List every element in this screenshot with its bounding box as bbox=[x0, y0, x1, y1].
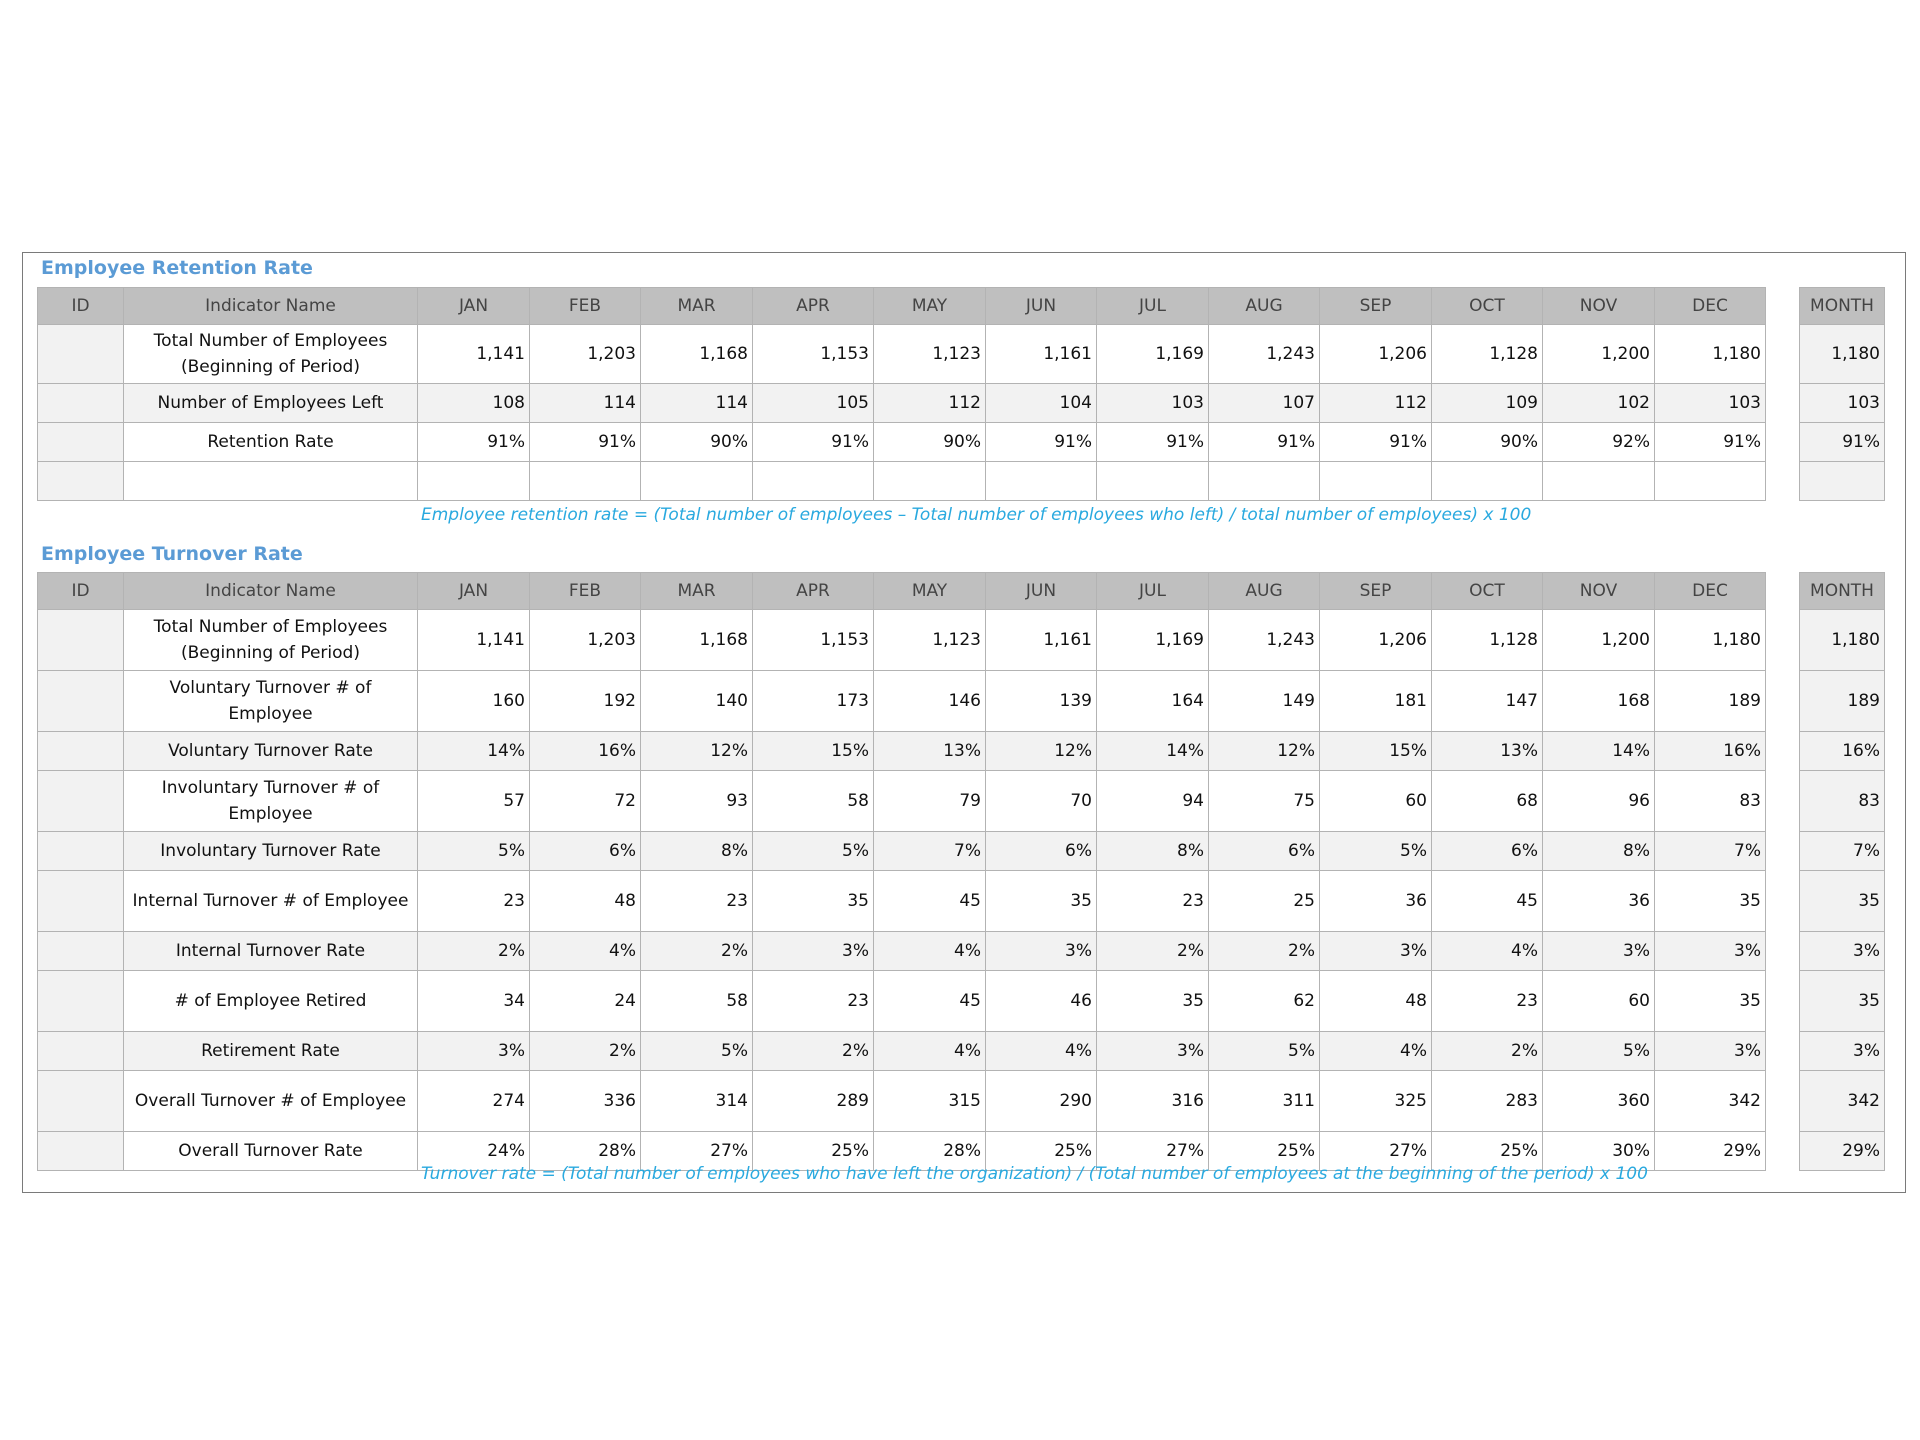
id-cell bbox=[38, 1132, 124, 1171]
month-value-cell: 1,180 bbox=[1800, 325, 1885, 384]
value-cell: 45 bbox=[874, 971, 986, 1032]
id-cell bbox=[38, 832, 124, 871]
indicator-name-cell: Internal Turnover Rate bbox=[124, 932, 418, 971]
value-cell: 1,161 bbox=[986, 325, 1097, 384]
value-cell: 2% bbox=[753, 1032, 874, 1071]
month-value-cell: 3% bbox=[1800, 932, 1885, 971]
value-cell: 107 bbox=[1209, 384, 1320, 423]
value-cell: 104 bbox=[986, 384, 1097, 423]
value-cell: 1,206 bbox=[1320, 610, 1432, 671]
value-cell: 336 bbox=[530, 1071, 641, 1132]
value-cell: 72 bbox=[530, 771, 641, 832]
indicator-name-cell: Total Number of Employees (Beginning of Period) bbox=[124, 325, 418, 384]
value-cell: 112 bbox=[874, 384, 986, 423]
value-cell: 1,180 bbox=[1655, 610, 1766, 671]
table-row bbox=[38, 462, 1766, 501]
value-cell: 91% bbox=[986, 423, 1097, 462]
month-value-cell: 3% bbox=[1800, 1032, 1885, 1071]
value-cell bbox=[641, 462, 753, 501]
value-cell: 48 bbox=[1320, 971, 1432, 1032]
value-cell: 35 bbox=[753, 871, 874, 932]
id-cell bbox=[38, 871, 124, 932]
table-row bbox=[38, 1071, 1766, 1132]
value-cell: 60 bbox=[1320, 771, 1432, 832]
value-cell: 189 bbox=[1655, 671, 1766, 732]
value-cell: 140 bbox=[641, 671, 753, 732]
value-cell: 14% bbox=[418, 732, 530, 771]
value-cell: 23 bbox=[1432, 971, 1543, 1032]
turnover-month-header: MONTH bbox=[1800, 573, 1885, 610]
value-cell: 23 bbox=[418, 871, 530, 932]
value-cell: 102 bbox=[1543, 384, 1655, 423]
value-cell bbox=[1209, 462, 1320, 501]
value-cell: 62 bbox=[1209, 971, 1320, 1032]
value-cell bbox=[1432, 462, 1543, 501]
value-cell bbox=[874, 462, 986, 501]
value-cell: 1,168 bbox=[641, 325, 753, 384]
value-cell: 103 bbox=[1097, 384, 1209, 423]
retention-header-cell: MAY bbox=[874, 288, 986, 325]
value-cell: 91% bbox=[1655, 423, 1766, 462]
month-value-cell bbox=[1800, 462, 1885, 501]
indicator-name-cell bbox=[124, 462, 418, 501]
turnover-header-cell: NOV bbox=[1543, 573, 1655, 610]
value-cell: 16% bbox=[1655, 732, 1766, 771]
value-cell: 34 bbox=[418, 971, 530, 1032]
value-cell: 35 bbox=[1097, 971, 1209, 1032]
retention-header-cell: NOV bbox=[1543, 288, 1655, 325]
value-cell: 4% bbox=[1432, 932, 1543, 971]
indicator-name-cell: Voluntary Turnover # of Employee bbox=[124, 671, 418, 732]
value-cell: 30% bbox=[1543, 1132, 1655, 1171]
value-cell: 90% bbox=[641, 423, 753, 462]
value-cell: 146 bbox=[874, 671, 986, 732]
retention-table bbox=[37, 287, 1766, 501]
value-cell: 139 bbox=[986, 671, 1097, 732]
table-row bbox=[38, 384, 1766, 423]
table-row bbox=[38, 932, 1766, 971]
value-cell: 1,123 bbox=[874, 610, 986, 671]
turnover-header-cell: AUG bbox=[1209, 573, 1320, 610]
value-cell: 15% bbox=[1320, 732, 1432, 771]
value-cell: 5% bbox=[641, 1032, 753, 1071]
retention-header-cell: JAN bbox=[418, 288, 530, 325]
value-cell: 24 bbox=[530, 971, 641, 1032]
value-cell: 91% bbox=[1209, 423, 1320, 462]
turnover-header-cell: FEB bbox=[530, 573, 641, 610]
value-cell: 3% bbox=[1655, 932, 1766, 971]
value-cell: 96 bbox=[1543, 771, 1655, 832]
turnover-month-table bbox=[1799, 572, 1885, 1171]
id-cell bbox=[38, 971, 124, 1032]
turnover-header-cell: JAN bbox=[418, 573, 530, 610]
table-row bbox=[38, 871, 1766, 932]
value-cell: 1,128 bbox=[1432, 610, 1543, 671]
value-cell: 36 bbox=[1543, 871, 1655, 932]
table-row bbox=[38, 1032, 1766, 1071]
value-cell: 7% bbox=[1655, 832, 1766, 871]
retention-formula: Employee retention rate = (Total number of employees – Total number of employees who left) / total number of employees) x 100 bbox=[421, 505, 1532, 525]
month-value-cell: 342 bbox=[1800, 1071, 1885, 1132]
retention-header-cell: JUL bbox=[1097, 288, 1209, 325]
value-cell bbox=[986, 462, 1097, 501]
value-cell: 27% bbox=[641, 1132, 753, 1171]
value-cell: 48 bbox=[530, 871, 641, 932]
value-cell: 8% bbox=[641, 832, 753, 871]
value-cell: 1,200 bbox=[1543, 325, 1655, 384]
value-cell: 3% bbox=[1655, 1032, 1766, 1071]
table-row bbox=[38, 771, 1766, 832]
month-value-cell: 83 bbox=[1800, 771, 1885, 832]
value-cell: 4% bbox=[874, 1032, 986, 1071]
value-cell: 6% bbox=[530, 832, 641, 871]
value-cell: 12% bbox=[641, 732, 753, 771]
table-row bbox=[38, 671, 1766, 732]
value-cell: 8% bbox=[1543, 832, 1655, 871]
value-cell: 1,169 bbox=[1097, 610, 1209, 671]
turnover-header-cell: MAR bbox=[641, 573, 753, 610]
value-cell: 173 bbox=[753, 671, 874, 732]
value-cell: 114 bbox=[530, 384, 641, 423]
value-cell: 5% bbox=[1543, 1032, 1655, 1071]
value-cell: 90% bbox=[1432, 423, 1543, 462]
retention-month-table bbox=[1799, 287, 1885, 501]
value-cell: 70 bbox=[986, 771, 1097, 832]
turnover-header-cell: OCT bbox=[1432, 573, 1543, 610]
value-cell: 91% bbox=[418, 423, 530, 462]
month-value-cell: 29% bbox=[1800, 1132, 1885, 1171]
retention-header-cell: SEP bbox=[1320, 288, 1432, 325]
value-cell: 314 bbox=[641, 1071, 753, 1132]
table-row bbox=[38, 610, 1766, 671]
value-cell: 25 bbox=[1209, 871, 1320, 932]
value-cell: 5% bbox=[1320, 832, 1432, 871]
value-cell: 25% bbox=[1209, 1132, 1320, 1171]
turnover-formula: Turnover rate = (Total number of employees who have left the organization) / (Total number of employees at the beginning of the period) x 100 bbox=[421, 1164, 1648, 1184]
value-cell: 13% bbox=[1432, 732, 1543, 771]
indicator-name-cell: Internal Turnover # of Employee bbox=[124, 871, 418, 932]
id-cell bbox=[38, 732, 124, 771]
value-cell: 57 bbox=[418, 771, 530, 832]
value-cell: 1,206 bbox=[1320, 325, 1432, 384]
indicator-name-cell: Overall Turnover Rate bbox=[124, 1132, 418, 1171]
value-cell: 4% bbox=[1320, 1032, 1432, 1071]
id-cell bbox=[38, 1071, 124, 1132]
table-row bbox=[38, 971, 1766, 1032]
value-cell: 24% bbox=[418, 1132, 530, 1171]
value-cell: 91% bbox=[1097, 423, 1209, 462]
value-cell: 94 bbox=[1097, 771, 1209, 832]
value-cell: 5% bbox=[753, 832, 874, 871]
value-cell: 168 bbox=[1543, 671, 1655, 732]
value-cell bbox=[1097, 462, 1209, 501]
value-cell bbox=[418, 462, 530, 501]
value-cell: 36 bbox=[1320, 871, 1432, 932]
value-cell: 5% bbox=[418, 832, 530, 871]
value-cell: 360 bbox=[1543, 1071, 1655, 1132]
value-cell: 1,203 bbox=[530, 325, 641, 384]
value-cell: 6% bbox=[986, 832, 1097, 871]
value-cell: 14% bbox=[1097, 732, 1209, 771]
value-cell: 1,200 bbox=[1543, 610, 1655, 671]
id-cell bbox=[38, 423, 124, 462]
value-cell: 192 bbox=[530, 671, 641, 732]
indicator-name-cell: Voluntary Turnover Rate bbox=[124, 732, 418, 771]
value-cell: 164 bbox=[1097, 671, 1209, 732]
value-cell: 35 bbox=[1655, 971, 1766, 1032]
value-cell: 28% bbox=[874, 1132, 986, 1171]
value-cell: 13% bbox=[874, 732, 986, 771]
value-cell: 1,153 bbox=[753, 610, 874, 671]
turnover-table bbox=[37, 572, 1766, 1171]
value-cell: 1,141 bbox=[418, 610, 530, 671]
value-cell: 29% bbox=[1655, 1132, 1766, 1171]
turnover-header-cell: JUN bbox=[986, 573, 1097, 610]
month-value-cell: 7% bbox=[1800, 832, 1885, 871]
retention-month-header: MONTH bbox=[1800, 288, 1885, 325]
value-cell: 75 bbox=[1209, 771, 1320, 832]
retention-header-cell: MAR bbox=[641, 288, 753, 325]
value-cell: 23 bbox=[753, 971, 874, 1032]
value-cell: 8% bbox=[1097, 832, 1209, 871]
turnover-header-cell: DEC bbox=[1655, 573, 1766, 610]
value-cell bbox=[753, 462, 874, 501]
value-cell: 45 bbox=[1432, 871, 1543, 932]
value-cell: 91% bbox=[530, 423, 641, 462]
value-cell: 58 bbox=[641, 971, 753, 1032]
value-cell: 79 bbox=[874, 771, 986, 832]
value-cell: 7% bbox=[874, 832, 986, 871]
value-cell bbox=[1543, 462, 1655, 501]
value-cell: 1,243 bbox=[1209, 325, 1320, 384]
value-cell: 114 bbox=[641, 384, 753, 423]
value-cell: 6% bbox=[1209, 832, 1320, 871]
value-cell: 91% bbox=[1320, 423, 1432, 462]
value-cell: 83 bbox=[1655, 771, 1766, 832]
value-cell: 35 bbox=[986, 871, 1097, 932]
retention-header-row bbox=[38, 288, 1766, 325]
retention-title: Employee Retention Rate bbox=[41, 257, 313, 279]
value-cell: 1,168 bbox=[641, 610, 753, 671]
value-cell: 90% bbox=[874, 423, 986, 462]
value-cell: 92% bbox=[1543, 423, 1655, 462]
value-cell: 1,180 bbox=[1655, 325, 1766, 384]
value-cell: 1,128 bbox=[1432, 325, 1543, 384]
value-cell: 23 bbox=[641, 871, 753, 932]
value-cell: 103 bbox=[1655, 384, 1766, 423]
value-cell: 325 bbox=[1320, 1071, 1432, 1132]
indicator-name-cell: # of Employee Retired bbox=[124, 971, 418, 1032]
value-cell: 28% bbox=[530, 1132, 641, 1171]
turnover-header-cell: JUL bbox=[1097, 573, 1209, 610]
value-cell: 3% bbox=[1097, 1032, 1209, 1071]
table-row bbox=[38, 832, 1766, 871]
value-cell: 2% bbox=[418, 932, 530, 971]
value-cell: 1,141 bbox=[418, 325, 530, 384]
month-value-cell: 103 bbox=[1800, 384, 1885, 423]
id-cell bbox=[38, 671, 124, 732]
value-cell: 3% bbox=[1320, 932, 1432, 971]
month-value-cell: 189 bbox=[1800, 671, 1885, 732]
value-cell: 23 bbox=[1097, 871, 1209, 932]
value-cell: 46 bbox=[986, 971, 1097, 1032]
value-cell bbox=[530, 462, 641, 501]
value-cell: 4% bbox=[530, 932, 641, 971]
report-frame bbox=[22, 252, 1906, 1193]
value-cell: 58 bbox=[753, 771, 874, 832]
value-cell: 1,153 bbox=[753, 325, 874, 384]
indicator-name-cell: Retention Rate bbox=[124, 423, 418, 462]
month-value-cell: 35 bbox=[1800, 971, 1885, 1032]
indicator-name-cell: Retirement Rate bbox=[124, 1032, 418, 1071]
value-cell: 27% bbox=[1320, 1132, 1432, 1171]
value-cell: 1,169 bbox=[1097, 325, 1209, 384]
indicator-name-cell: Overall Turnover # of Employee bbox=[124, 1071, 418, 1132]
value-cell: 12% bbox=[986, 732, 1097, 771]
month-value-cell: 16% bbox=[1800, 732, 1885, 771]
value-cell: 147 bbox=[1432, 671, 1543, 732]
value-cell: 15% bbox=[753, 732, 874, 771]
value-cell: 315 bbox=[874, 1071, 986, 1132]
value-cell: 160 bbox=[418, 671, 530, 732]
value-cell: 25% bbox=[986, 1132, 1097, 1171]
turnover-header-cell: MAY bbox=[874, 573, 986, 610]
indicator-name-cell: Total Number of Employees (Beginning of Period) bbox=[124, 610, 418, 671]
turnover-header-cell: Indicator Name bbox=[124, 573, 418, 610]
value-cell: 2% bbox=[1432, 1032, 1543, 1071]
value-cell: 108 bbox=[418, 384, 530, 423]
retention-header-cell: Indicator Name bbox=[124, 288, 418, 325]
turnover-title: Employee Turnover Rate bbox=[41, 543, 303, 565]
value-cell: 2% bbox=[1097, 932, 1209, 971]
value-cell: 35 bbox=[1655, 871, 1766, 932]
value-cell: 1,161 bbox=[986, 610, 1097, 671]
value-cell: 289 bbox=[753, 1071, 874, 1132]
value-cell: 25% bbox=[753, 1132, 874, 1171]
table-row bbox=[38, 732, 1766, 771]
retention-header-cell: OCT bbox=[1432, 288, 1543, 325]
indicator-name-cell: Involuntary Turnover # of Employee bbox=[124, 771, 418, 832]
value-cell: 2% bbox=[530, 1032, 641, 1071]
turnover-header-cell: ID bbox=[38, 573, 124, 610]
month-value-cell: 91% bbox=[1800, 423, 1885, 462]
value-cell: 2% bbox=[1209, 932, 1320, 971]
retention-header-cell: ID bbox=[38, 288, 124, 325]
id-cell bbox=[38, 1032, 124, 1071]
id-cell bbox=[38, 384, 124, 423]
retention-header-cell: JUN bbox=[986, 288, 1097, 325]
value-cell: 45 bbox=[874, 871, 986, 932]
value-cell: 274 bbox=[418, 1071, 530, 1132]
retention-header-cell: FEB bbox=[530, 288, 641, 325]
value-cell: 68 bbox=[1432, 771, 1543, 832]
retention-header-cell: DEC bbox=[1655, 288, 1766, 325]
value-cell: 316 bbox=[1097, 1071, 1209, 1132]
value-cell bbox=[1320, 462, 1432, 501]
table-row bbox=[38, 423, 1766, 462]
value-cell bbox=[1655, 462, 1766, 501]
value-cell: 1,243 bbox=[1209, 610, 1320, 671]
value-cell: 60 bbox=[1543, 971, 1655, 1032]
value-cell: 1,123 bbox=[874, 325, 986, 384]
value-cell: 283 bbox=[1432, 1071, 1543, 1132]
value-cell: 4% bbox=[986, 1032, 1097, 1071]
value-cell: 149 bbox=[1209, 671, 1320, 732]
value-cell: 14% bbox=[1543, 732, 1655, 771]
value-cell: 1,203 bbox=[530, 610, 641, 671]
value-cell: 311 bbox=[1209, 1071, 1320, 1132]
value-cell: 93 bbox=[641, 771, 753, 832]
value-cell: 2% bbox=[641, 932, 753, 971]
value-cell: 5% bbox=[1209, 1032, 1320, 1071]
id-cell bbox=[38, 610, 124, 671]
value-cell: 6% bbox=[1432, 832, 1543, 871]
turnover-header-cell: APR bbox=[753, 573, 874, 610]
value-cell: 3% bbox=[1543, 932, 1655, 971]
turnover-header-row bbox=[38, 573, 1766, 610]
value-cell: 105 bbox=[753, 384, 874, 423]
table-row bbox=[38, 325, 1766, 384]
value-cell: 181 bbox=[1320, 671, 1432, 732]
value-cell: 342 bbox=[1655, 1071, 1766, 1132]
value-cell: 3% bbox=[418, 1032, 530, 1071]
indicator-name-cell: Involuntary Turnover Rate bbox=[124, 832, 418, 871]
retention-header-cell: AUG bbox=[1209, 288, 1320, 325]
id-cell bbox=[38, 462, 124, 501]
value-cell: 290 bbox=[986, 1071, 1097, 1132]
indicator-name-cell: Number of Employees Left bbox=[124, 384, 418, 423]
value-cell: 16% bbox=[530, 732, 641, 771]
value-cell: 27% bbox=[1097, 1132, 1209, 1171]
value-cell: 91% bbox=[753, 423, 874, 462]
id-cell bbox=[38, 325, 124, 384]
value-cell: 3% bbox=[753, 932, 874, 971]
id-cell bbox=[38, 771, 124, 832]
value-cell: 4% bbox=[874, 932, 986, 971]
value-cell: 25% bbox=[1432, 1132, 1543, 1171]
retention-header-cell: APR bbox=[753, 288, 874, 325]
value-cell: 3% bbox=[986, 932, 1097, 971]
turnover-header-cell: SEP bbox=[1320, 573, 1432, 610]
value-cell: 112 bbox=[1320, 384, 1432, 423]
month-value-cell: 35 bbox=[1800, 871, 1885, 932]
month-value-cell: 1,180 bbox=[1800, 610, 1885, 671]
id-cell bbox=[38, 932, 124, 971]
value-cell: 12% bbox=[1209, 732, 1320, 771]
value-cell: 109 bbox=[1432, 384, 1543, 423]
